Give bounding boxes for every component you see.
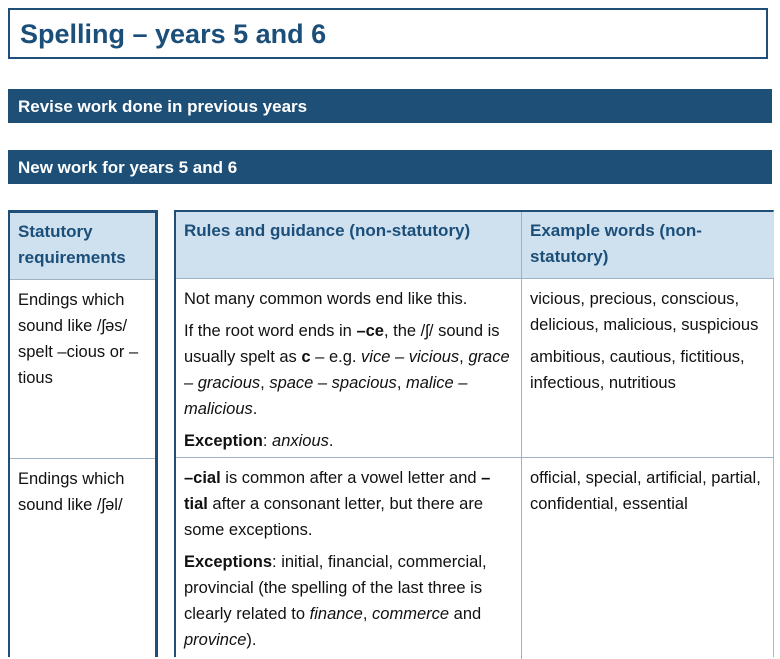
- row-divider: [176, 278, 774, 279]
- page-title: Spelling – years 5 and 6: [20, 19, 327, 49]
- title-box: [8, 8, 768, 59]
- example-words: official, special, artificial, partial, confidential, essential: [530, 469, 761, 513]
- guidance-table: [174, 210, 774, 657]
- row-divider: [10, 279, 155, 280]
- rules-cell-2: [176, 461, 521, 659]
- examples-cell-2: [522, 461, 774, 523]
- statutory-table: [8, 210, 158, 657]
- rules-cell-1: [176, 282, 521, 460]
- example-words: ambitious, cautious, fictitious, infectious, nutritious: [530, 348, 745, 392]
- exception-text: Exceptions: initial, financial, commercial, provincial (the spelling of the last three is clearly related to finance, commerce and province).: [184, 553, 487, 649]
- examples-cell-1: [522, 282, 774, 402]
- row-divider: [10, 458, 155, 459]
- rules-text: If the root word ends in –ce, the /ʃ/ sound is usually spelt as c – e.g. vice – vicious, grace – gracious, space – spacious, malice – malicious.: [184, 322, 510, 418]
- header-statutory: Statutory requirements: [10, 213, 155, 279]
- header-examples: Example words (non-statutory): [522, 212, 774, 278]
- header-rules: Rules and guidance (non-statutory): [176, 212, 522, 278]
- requirement-cell-1: Endings which sound like /ʃəs/ spelt –cious or –tious: [18, 291, 139, 387]
- section-band-new-work: New work for years 5 and 6: [8, 150, 772, 184]
- rules-text: Not many common words end like this.: [184, 290, 468, 308]
- section-band-revise: Revise work done in previous years: [8, 89, 772, 123]
- column-divider: [521, 212, 522, 659]
- requirement-cell-2: Endings which sound like /ʃəl/: [18, 470, 125, 514]
- row-divider: [176, 457, 774, 458]
- exception-text: Exception: anxious.: [184, 432, 334, 450]
- example-words: vicious, precious, conscious, delicious, malicious, suspicious: [530, 290, 759, 334]
- rules-text: –cial is common after a vowel letter and –tial after a consonant letter, but there are some exceptions.: [184, 469, 491, 539]
